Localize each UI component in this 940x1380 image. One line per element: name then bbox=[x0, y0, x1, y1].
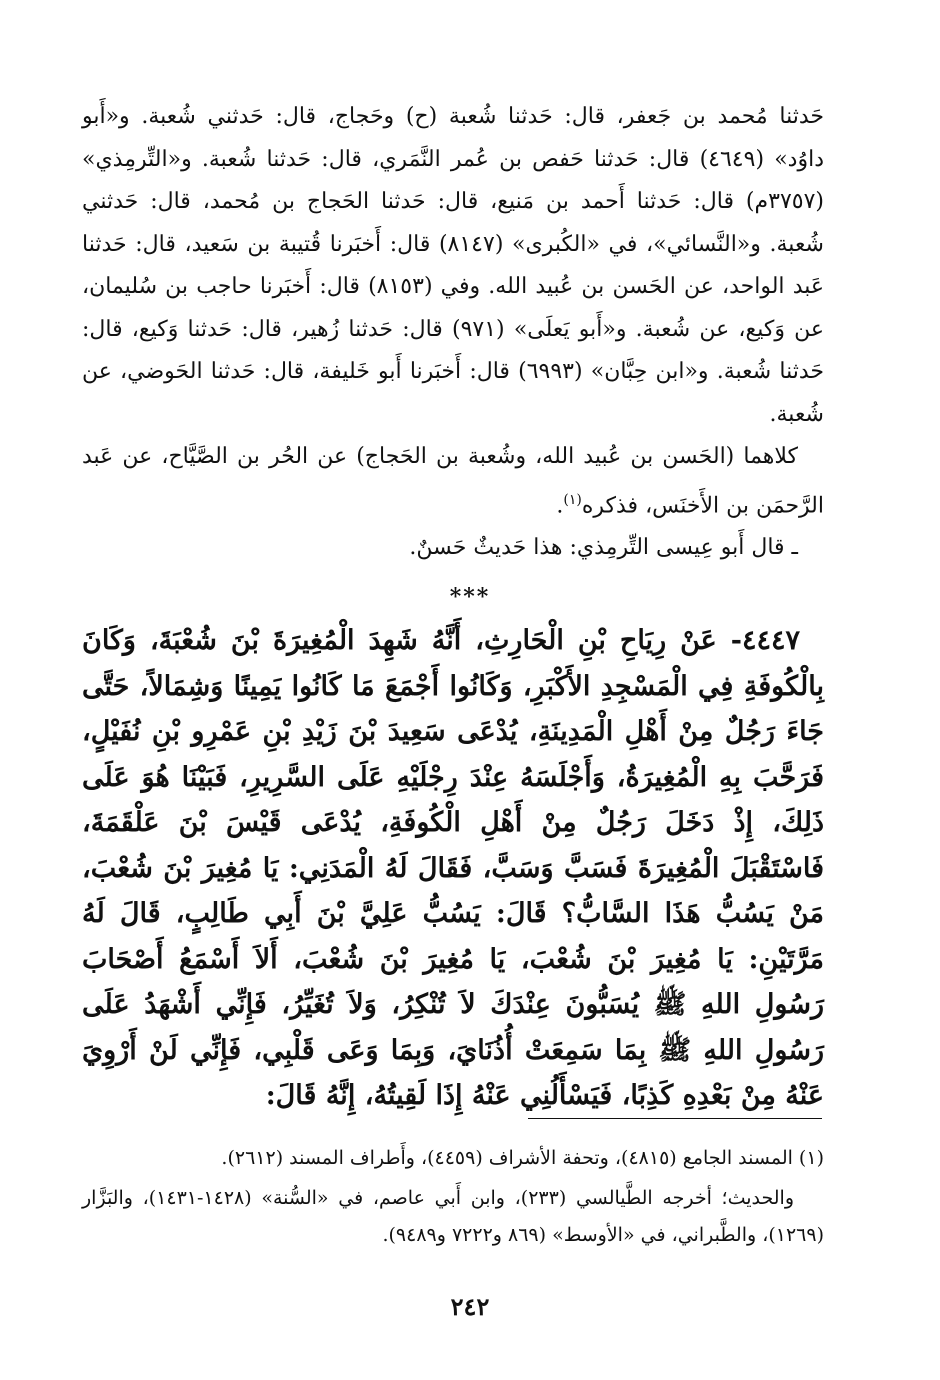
tirmidhi-remark bbox=[82, 527, 824, 569]
footnote-divider bbox=[528, 1118, 822, 1119]
both-chains-line bbox=[82, 436, 824, 527]
both-chains-end: . bbox=[556, 492, 564, 518]
page-number: ٢٤٢ bbox=[450, 1292, 490, 1321]
references-text: حَدثنا مُحمد بن جَعفر، قال: حَدثنا شُعبة (ح) وحَجاج، قال: حَدثني شُعبة. و«أَبو داوُد» (٤٦٤٩) قال: حَدثنا حَفص بن عُمر النَّمَري، قال: حَدثنا شُعبة. و«التِّرمِذي» (٣٧٥٧م) قال: حَدثنا أَحمد بن مَنيع، قال: حَدثنا الحَجاج بن مُحمد، قال: حَدثني شُعبة. و«النَّسائي»، في «الكُبرى» (٨١٤٧) قال: أَخبَرنا قُتيبة بن سَعيد، قال: حَدثنا عَبد الواحد، عن الحَسن بن عُبيد الله. وفي (٨١٥٣) قال: أَخبَرنا حاجب بن سُليمان، عن وَكيع، عن شُعبة. و«أَبو يَعلَى» (٩٧١) قال: حَدثنا زُهير، قال: حَدثنا وَكيع، قال: حَدثنا شُعبة. و«ابن حِبَّان» (٦٩٩٣) قال: أَخبَرنا أَبو خَليفة، قال: حَدثنا الحَوضي، عن شُعبة. bbox=[82, 104, 825, 427]
both-chains-paragraph bbox=[82, 436, 824, 527]
hadith-text: ٤٤٤٧- عَنْ رِيَاحِ بْنِ الْحَارِثِ، أَنَّهُ شَهِدَ الْمُغِيرَةَ بْنَ شُعْبَةَ، وَكَانَ بِالْكُوفَةِ فِي الْمَسْجِدِ الأَكْبَرِ، وَكَانُوا أَجْمَعَ مَا كَانُوا يَمِينًا وَشِمَالاً، حَتَّى جَاءَ رَجُلٌ مِنْ أَهْلِ الْمَدِينَةِ، يُدْعَى سَعِيدَ بْنَ زَيْدِ بْنِ عَمْرِو بْنِ نُفَيْلٍ، فَرَحَّبَ بِهِ الْمُغِيرَةُ، وَأَجْلَسَهُ عِنْدَ رِجْلَيْهِ عَلَى السَّرِيرِ، فَبَيْنَا هُوَ عَلَى ذَلِكَ، إِذْ دَخَلَ رَجُلٌ مِنْ أَهْلِ الْكُوفَةِ، يُدْعَى قَيْسَ بْنَ عَلْقَمَةَ، فَاسْتَقْبَلَ الْمُغِيرَةَ فَسَبَّ وَسَبَّ، فَقَالَ لَهُ الْمَدَنِي: يَا مُغِيرَ بْنَ شُعْبَ، مَنْ يَسُبُّ هَذَا السَّابُّ؟ قَالَ: يَسُبُّ عَلِيَّ بْنَ أَبِي طَالِبٍ، قَالَ لَهُ مَرَّتَيْنِ: يَا مُغِيرَ بْنَ شُعْبَ، يَا مُغِيرَ بْنَ شُعْبَ، أَلاَ أَسْمَعُ أَصْحَابَ رَسُولِ اللهِ ﷺ يُسَبُّونَ عِنْدَكَ لاَ تُنْكِرُ، وَلاَ تُغَيِّرُ، فَإِنِّي أَشْهَدُ عَلَى رَسُولِ اللهِ ﷺ بِمَا سَمِعَتْ أُذُنَايَ، وَبِمَا وَعَى قَلْبِي، فَإِنِّي لَنْ أَرْوِيَ عَنْهُ مِنْ بَعْدِهِ كَذِبًا، فَيَسْأَلُنِي عَنْهُ إِذَا لَقِيتُهُ، إِنَّهُ قَالَ: bbox=[82, 625, 824, 1111]
footnotes bbox=[82, 1140, 824, 1255]
references-paragraph bbox=[82, 96, 824, 436]
footnote-marker[interactable]: (١) bbox=[563, 491, 582, 508]
section-separator: *** bbox=[449, 584, 491, 610]
both-chains-text: كلاهما (الحَسن بن عُبيد الله، وشُعبة بن الحَجاج) عن الحُر بن الصَّيَّاح، عن عَبد الرَّحمَن بن الأَخنَس، فذكره bbox=[82, 444, 824, 518]
footnote-1: (١) المسند الجامع (٤٨١٥)، وتحفة الأشراف (٤٤٥٩)، وأَطراف المسند (٢٦١٢). bbox=[221, 1147, 824, 1169]
footnote-2: والحديث؛ أخرجه الطَّيالسي (٢٣٣)، وابن أَبي عاصم، في «السُّنة» (١٤٢٨-١٤٣١)، والبَزَّار (١٢٦٩)، والطَّبراني، في «الأوسط» (٨٦٩ و٧٢٢٢ و٩٤٨٩). bbox=[82, 1186, 824, 1246]
hadith-paragraph bbox=[82, 618, 824, 1119]
tirmidhi-remark-text: ـ قال أَبو عِيسى التِّرمِذي: هذا حَديثٌ حَسنٌ. bbox=[409, 535, 798, 560]
